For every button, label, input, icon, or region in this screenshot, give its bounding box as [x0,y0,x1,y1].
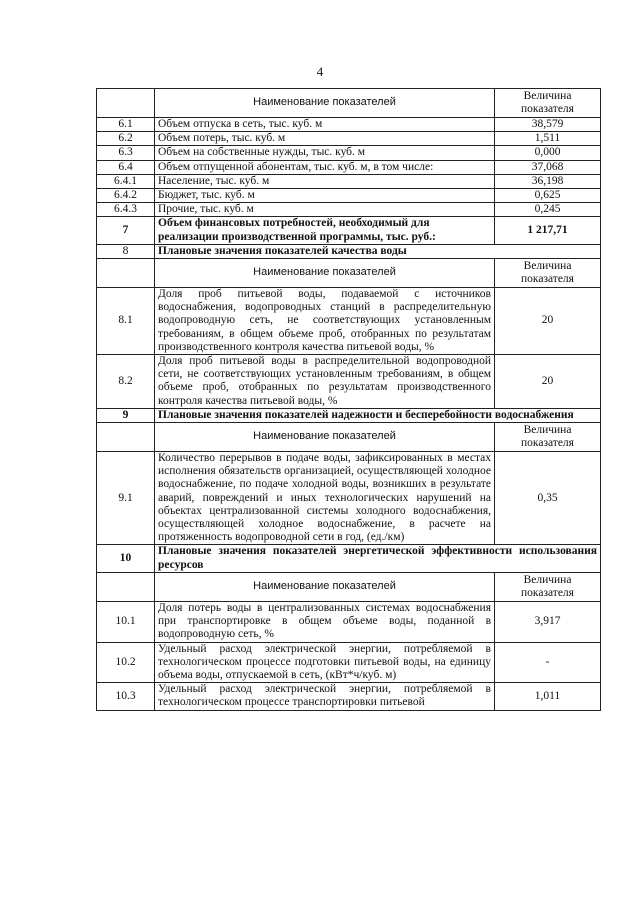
section-title: Плановые значения показателей качества воды [155,244,601,258]
section-header-row [97,423,601,452]
table-row [97,118,601,132]
table-row [97,642,601,683]
table-header-row [97,89,601,118]
row-value: 37,068 [495,160,601,174]
row-name: Объем отпущенной абонентам, тыс. куб. м, в том числе: [155,160,495,174]
row-value: 1 217,71 [495,217,601,244]
section-title: Плановые значения показателей энергетической эффективности использования ресурсов [155,545,601,572]
header-num-cell [97,572,155,601]
row-value: 0,625 [495,189,601,203]
header-num-cell [97,259,155,288]
row-value: 20 [495,355,601,409]
row-name: Население, тыс. куб. м [155,174,495,188]
header-name-cell: Наименование показателей [155,572,495,601]
table-row [97,174,601,188]
row-value: 36,198 [495,174,601,188]
row-num: 6.4.1 [97,174,155,188]
row-value: 0,35 [495,452,601,545]
row-value: 1,511 [495,132,601,146]
header-value-cell: Величина показателя [495,259,601,288]
header-value-cell: Величина показателя [495,423,601,452]
row-name: Бюджет, тыс. куб. м [155,189,495,203]
section-title-row [97,244,601,258]
row-name: Удельный расход электрической энергии, потребляемой в технологическом процессе транспортировки питьевой [155,683,495,710]
header-num-cell [97,423,155,452]
row-name: Доля проб питьевой воды в распределительной водопроводной сети, не соответствующих установленным требованиям, в общем объеме проб, отобранных по результатам производственного контроля качества питьевой воды, % [155,355,495,409]
row-num: 10.3 [97,683,155,710]
section-num: 10 [97,545,155,572]
header-value-cell: Величина показателя [495,89,601,118]
row-num: 6.3 [97,146,155,160]
row-value: - [495,642,601,683]
table-row [97,355,601,409]
header-name-cell: Наименование показателей [155,259,495,288]
table-row [97,683,601,710]
row-num: 10.2 [97,642,155,683]
row-num: 6.1 [97,118,155,132]
header-num-cell [97,89,155,118]
row-name: Удельный расход электрической энергии, потребляемой в технологическом процессе подготовки питьевой воды, на единицу объема воды, отпускаемой в сеть, (кВт*ч/куб. м) [155,642,495,683]
table-row [97,288,601,355]
row-value: 38,579 [495,118,601,132]
header-name-cell: Наименование показателей [155,423,495,452]
row-num: 10.1 [97,601,155,642]
row-name: Доля проб питьевой воды, подаваемой с источников водоснабжения, водопроводных станций в распределительную водопроводную сеть, не соответствующих установленным требованиям, в общем объеме проб, отобранных по результатам производственного контроля качества питьевой воды, % [155,288,495,355]
row-name: Прочие, тыс. куб. м [155,203,495,217]
row-num: 6.4.3 [97,203,155,217]
section-header-row [97,259,601,288]
row-value: 20 [495,288,601,355]
row-value: 1,011 [495,683,601,710]
table-row [97,160,601,174]
table-row [97,132,601,146]
section-num: 9 [97,408,155,422]
row-value: 3,917 [495,601,601,642]
row-name: Количество перерывов в подаче воды, зафиксированных в местах исполнения обязательств организацией, осуществляющей холодное водоснабжение, по подаче холодной воды, возникших в результате аварий, повреждений и иных технологических нарушений на объектах централизованной системы холодного водоснабжения, осуществляющей холодное водоснабжение, в расчете на протяженность водопроводной сети в год, (ед./км) [155,452,495,545]
row-value: 0,000 [495,146,601,160]
row-name: Объем на собственные нужды, тыс. куб. м [155,146,495,160]
financial-needs-row [97,217,601,244]
section-title-row [97,408,601,422]
section-header-row [97,572,601,601]
table-row [97,601,601,642]
row-num: 8.2 [97,355,155,409]
header-value-cell: Величина показателя [495,572,601,601]
table-row [97,452,601,545]
row-num: 6.4.2 [97,189,155,203]
row-name: Объем отпуска в сеть, тыс. куб. м [155,118,495,132]
table-row [97,189,601,203]
table-row [97,203,601,217]
page-number: 4 [316,64,324,79]
indicators-table [96,88,601,711]
row-name: Доля потерь воды в централизованных системах водоснабжения при транспортировке в общем объеме воды, поданной в водопроводную сеть, % [155,601,495,642]
section-title-row [97,545,601,572]
row-num: 8.1 [97,288,155,355]
row-num: 9.1 [97,452,155,545]
row-name: Объем потерь, тыс. куб. м [155,132,495,146]
row-name: Объем финансовых потребностей, необходимый для реализации производственной программы, тыс. руб.: [155,217,495,244]
section-title: Плановые значения показателей надежности и бесперебойности водоснабжения [155,408,601,422]
row-value: 0,245 [495,203,601,217]
row-num: 6.4 [97,160,155,174]
row-num: 7 [97,217,155,244]
table-row [97,146,601,160]
section-num: 8 [97,244,155,258]
row-num: 6.2 [97,132,155,146]
header-name-cell: Наименование показателей [155,89,495,118]
